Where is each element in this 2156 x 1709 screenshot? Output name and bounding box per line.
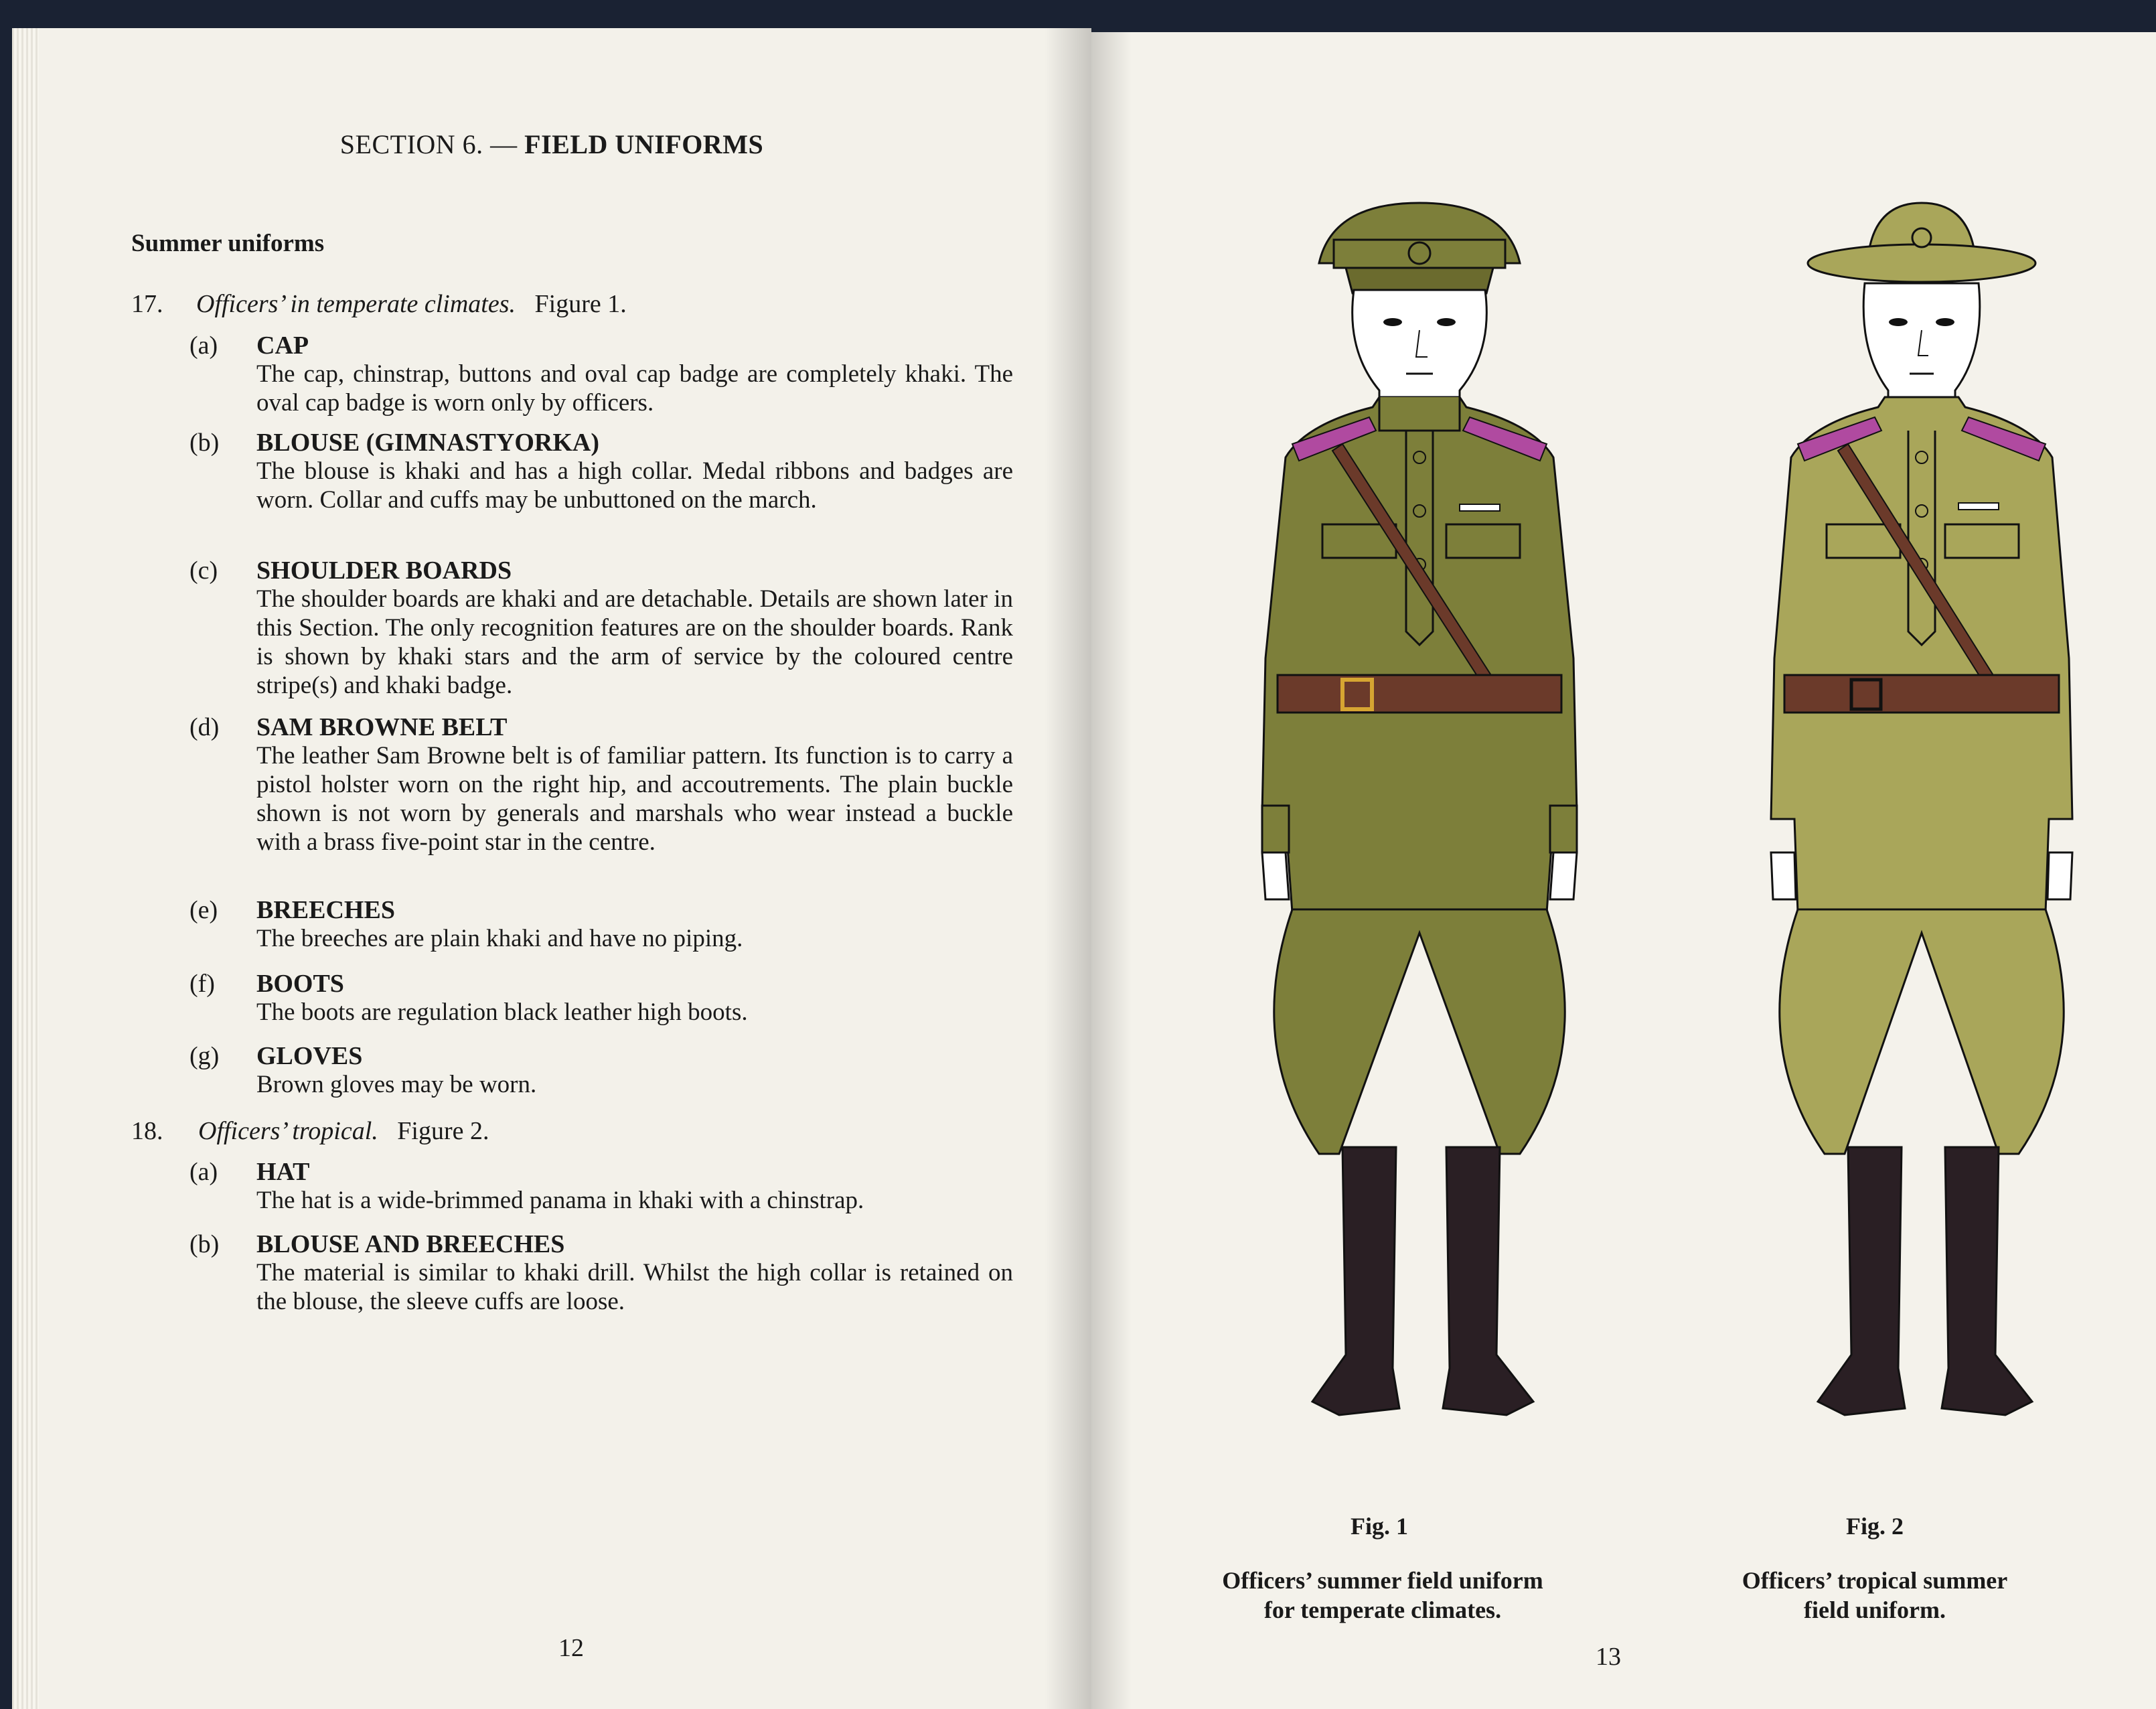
para-number: 18. (131, 1117, 163, 1145)
item-heading: BLOUSE AND BREECHES (256, 1230, 565, 1258)
para-lead-title: Officers’ tropical. (198, 1117, 378, 1145)
officer-tropical-figure (1681, 176, 2156, 1475)
item-body: The material is similar to khaki drill. Whilst the high collar is retained on the blouse, the sleeve cuffs are loose. (256, 1259, 1013, 1315)
page-number: 12 (558, 1634, 584, 1662)
list-item (189, 1157, 1020, 1217)
item-letter: (d) (189, 713, 220, 741)
item-heading: SAM BROWNE BELT (256, 713, 508, 741)
item-letter: (g) (189, 1042, 220, 1070)
caption-line: for temperate climates. (1263, 1596, 1502, 1623)
figure-caption (1674, 1566, 2076, 1625)
section-title (12, 129, 1091, 160)
item-letter: (f) (189, 970, 215, 998)
list-item (189, 713, 1020, 873)
para-number: 17. (131, 290, 163, 318)
caption-line: field uniform. (1804, 1596, 1946, 1623)
list-item (189, 1041, 1020, 1102)
item-heading: HAT (256, 1158, 310, 1186)
item-heading: BLOUSE (GIMNASTYORKA) (256, 429, 599, 457)
list-item (189, 331, 1020, 417)
subheading: Summer uniforms (131, 230, 325, 257)
page-number: 13 (1596, 1643, 1621, 1671)
item-body: The breeches are plain khaki and have no piping. (256, 925, 743, 952)
page-edges (12, 28, 39, 1709)
item-heading: BREECHES (256, 896, 395, 924)
item-heading: SHOULDER BOARDS (256, 556, 512, 585)
item-letter: (b) (189, 429, 220, 457)
item-body: The shoulder boards are khaki and are detachable. Details are shown later in this Section. The only recognition features are on the shoulder boards. Rank is shown by khaki stars and the arm of service by the coloured centre stripe(s) and khaki badge. (256, 585, 1013, 699)
item-body: The boots are regulation black leather high boots. (256, 998, 748, 1026)
right-page (1091, 32, 2156, 1709)
gutter-shadow (1045, 28, 1091, 1709)
list-item (189, 969, 1020, 1029)
item-letter: (a) (189, 1158, 218, 1186)
item-body: The hat is a wide-brimmed panama in khaki with a chinstrap. (256, 1187, 864, 1214)
item-body: The cap, chinstrap, buttons and oval cap badge are completely khaki. The oval cap badge is worn only by officers. (256, 360, 1013, 417)
gutter-shadow (1091, 32, 1132, 1709)
list-item (189, 895, 1020, 956)
item-body: Brown gloves may be worn. (256, 1071, 537, 1098)
section-name: FIELD UNIFORMS (524, 129, 764, 159)
item-body: The leather Sam Browne belt is of familiar pattern. Its function is to carry a pistol holster worn on the right hip, and accoutrements. The plain buckle shown is not worn by generals and marshals who wear instead a buckle with a brass five-point star in the centre. (256, 742, 1013, 856)
para-lead (198, 1116, 489, 1146)
item-letter: (b) (189, 1230, 220, 1258)
list-item (189, 428, 1020, 528)
para-lead-title: Officers’ in temperate climates. (196, 290, 516, 318)
item-letter: (c) (189, 556, 218, 585)
officer-temperate-figure (1178, 176, 1661, 1475)
figure-caption (1165, 1566, 1600, 1625)
list-item (189, 1230, 1020, 1323)
caption-line: Officers’ tropical summer (1742, 1567, 2008, 1594)
para-figure-ref: Figure 2. (397, 1117, 489, 1145)
figure-label: Fig. 2 (1846, 1513, 1904, 1540)
item-letter: (e) (189, 896, 218, 924)
item-letter: (a) (189, 331, 218, 360)
item-heading: GLOVES (256, 1042, 363, 1070)
item-heading: BOOTS (256, 970, 344, 998)
figure-label: Fig. 1 (1351, 1513, 1408, 1540)
item-heading: CAP (256, 331, 309, 360)
list-item (189, 556, 1020, 699)
left-page (12, 28, 1091, 1709)
section-prefix: SECTION 6. — (339, 129, 518, 159)
para-figure-ref: Figure 1. (534, 290, 627, 318)
caption-line: Officers’ summer field uniform (1222, 1567, 1543, 1594)
item-body: The blouse is khaki and has a high collar. Medal ribbons and badges are worn. Collar and cuffs may be unbuttoned on the march. (256, 457, 1013, 514)
para-lead (196, 289, 627, 319)
